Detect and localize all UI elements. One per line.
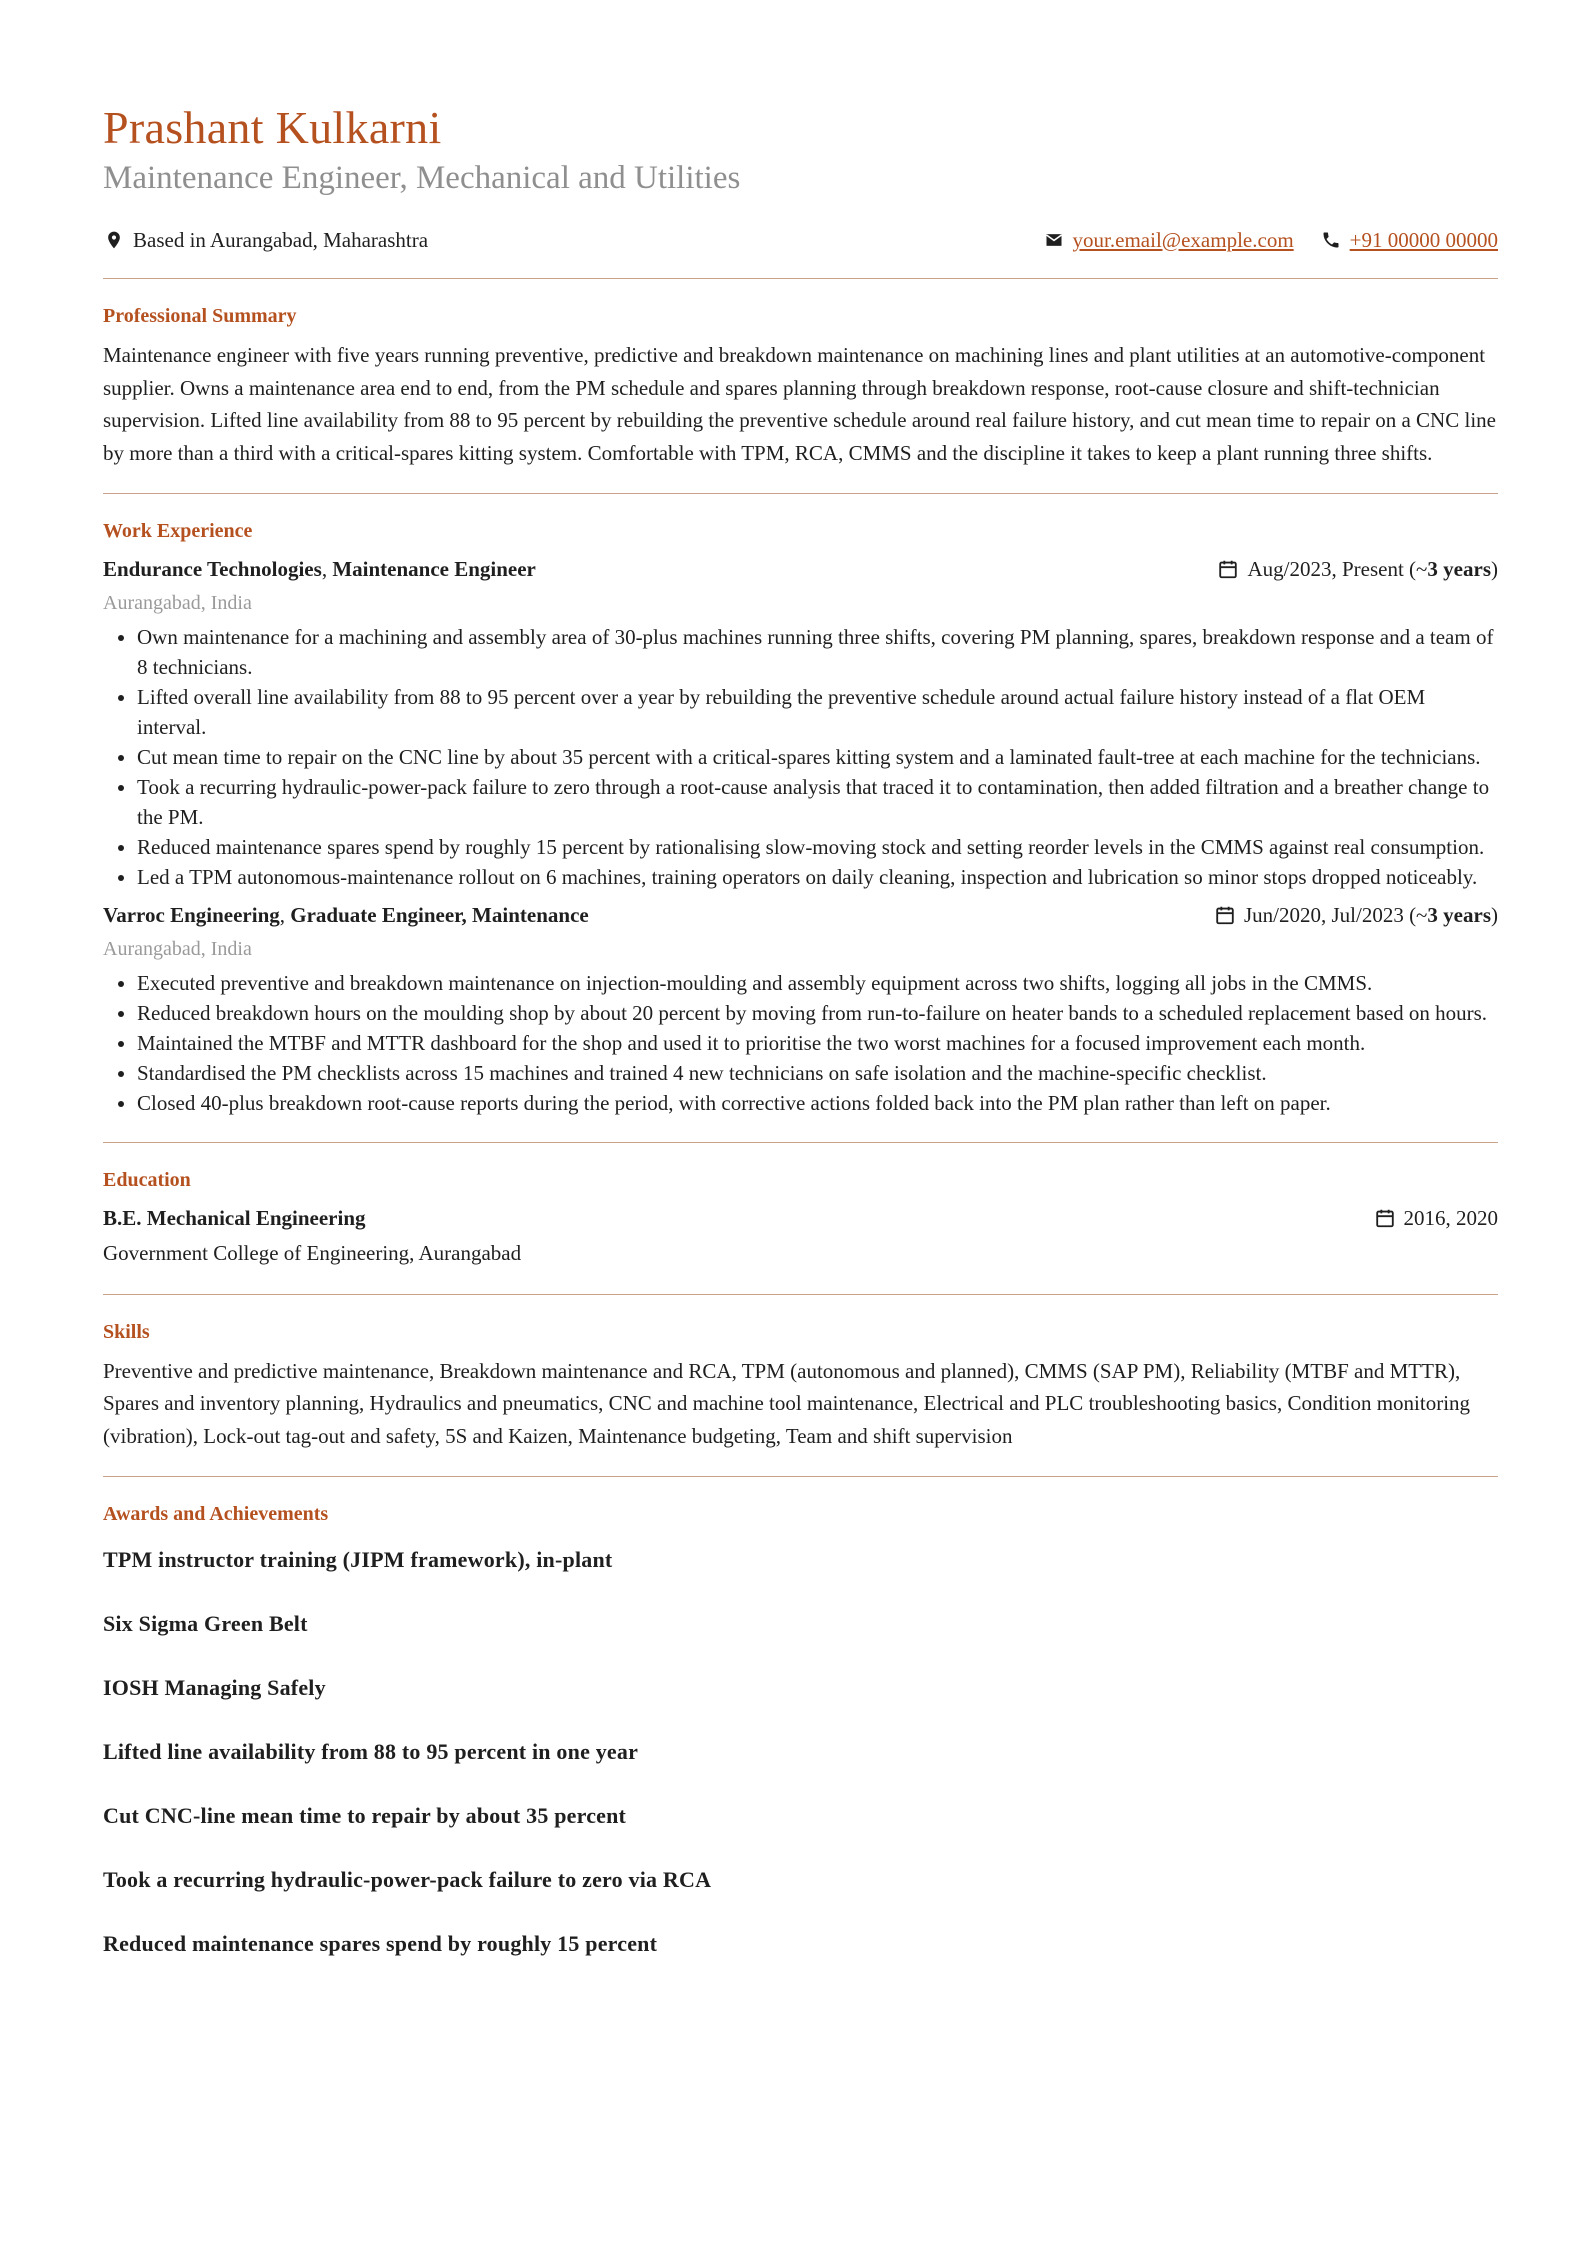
list-item: • Lifted overall line availability from 88 to 95 percent over a year by rebuilding the preventive schedule around actual failure history instead of a flat OEM interval. [137, 682, 1498, 742]
award-item: IOSH Managing Safely [103, 1675, 326, 1700]
section-heading: Professional Summary [103, 305, 297, 327]
job-role: Maintenance Engineer [332, 557, 536, 581]
job-entry [103, 900, 1498, 1118]
job-entry [103, 554, 1498, 892]
job-role: Graduate Engineer, Maintenance [290, 903, 589, 927]
award-item: Reduced maintenance spares spend by roughly 15 percent [103, 1931, 658, 1956]
contact-row [103, 226, 1498, 254]
list-item: • Cut mean time to repair on the CNC line by about 35 percent with a critical-spares kitting system and a laminated fault-tree at each machine for the technicians. [137, 742, 1498, 772]
list-item: • Led a TPM autonomous-maintenance rollout on 6 machines, training operators on daily cleaning, inspection and lubrication so minor stops dropped noticeably. [137, 862, 1498, 892]
section-heading: Education [103, 1169, 191, 1191]
list-item: • Took a recurring hydraulic-power-pack failure to zero through a root-cause analysis that traced it to contamination, then added filtration and a breather change to the PM. [137, 772, 1498, 832]
calendar-icon [1214, 904, 1236, 926]
award-item: TPM instructor training (JIPM framework), in-plant [103, 1547, 613, 1572]
section-heading: Awards and Achievements [103, 1503, 329, 1525]
education-header [103, 1203, 1498, 1233]
divider [103, 1294, 1498, 1295]
job-dates [1217, 554, 1498, 584]
contact-links [1017, 228, 1498, 253]
list-item: • Standardised the PM checklists across 15 machines and trained 4 new technicians on safe isolation and the machine-specific checklist. [137, 1058, 1498, 1088]
job-title: Varroc Engineering, Graduate Engineer, Maintenance [103, 903, 589, 927]
phone-link[interactable]: +91 00000 00000 [1349, 227, 1498, 252]
divider [103, 1142, 1498, 1143]
skills-section [103, 1319, 1498, 1453]
email-link[interactable]: your.email@example.com [1072, 227, 1294, 252]
calendar-icon [1374, 1207, 1396, 1229]
education-section [103, 1167, 1498, 1270]
divider [103, 278, 1498, 279]
job-bullets [103, 968, 1498, 1118]
divider [103, 493, 1498, 494]
resume-page [103, 100, 1498, 1959]
company-name: Endurance Technologies [103, 557, 322, 581]
award-item: Took a recurring hydraulic-power-pack failure to zero via RCA [103, 1867, 712, 1892]
list-item: • Reduced maintenance spares spend by roughly 15 percent by rationalising slow-moving stock and setting reorder levels in the CMMS against real consumption. [137, 832, 1498, 862]
email-icon [1043, 229, 1065, 251]
company-name: Varroc Engineering [103, 903, 280, 927]
date-range: Aug/2023, Present (~ [1247, 557, 1428, 581]
duration: 3 years [1427, 557, 1491, 581]
email-block [1043, 228, 1294, 253]
job-dates [1214, 900, 1498, 930]
job-location: Aurangabad, India [103, 592, 252, 614]
section-heading: Skills [103, 1320, 150, 1343]
job-location: Aurangabad, India [103, 938, 252, 960]
candidate-name: Prashant Kulkarni [103, 102, 442, 153]
education-dates [1374, 1203, 1499, 1233]
phone-block [1320, 228, 1498, 253]
location-block [103, 228, 428, 253]
list-item: • Own maintenance for a machining and assembly area of 30-plus machines running three shifts, covering PM planning, spares, breakdown response and a team of 8 technicians. [137, 622, 1498, 682]
award-item: Six Sigma Green Belt [103, 1611, 308, 1636]
location-pin-icon [103, 229, 125, 251]
job-header [103, 554, 1498, 584]
award-item: Cut CNC-line mean time to repair by about 35 percent [103, 1803, 627, 1828]
duration: 3 years [1427, 903, 1491, 927]
summary-text: Maintenance engineer with five years running preventive, predictive and breakdown maintenance on machining lines and plant utilities at an automotive-component supplier. Owns a maintenance area end to end, from the PM schedule and spares planning through breakdown response, root-cause closure and shift-technician supervision. Lifted line availability from 88 to 95 percent by rebuilding the preventive schedule around real failure history, and cut mean time to repair on a CNC line by more than a third with a critical-spares kitting system. Comfortable with TPM, RCA, CMMS and the discipline it takes to keep a plant running three shifts. [103, 343, 1496, 465]
divider [103, 1476, 1498, 1477]
school-name: Government College of Engineering, Aurangabad [103, 1241, 522, 1265]
date-range: Jun/2020, Jul/2023 (~ [1243, 903, 1428, 927]
list-item: • Maintained the MTBF and MTTR dashboard for the shop and used it to prioritise the two worst machines for a focused improvement each month. [137, 1028, 1498, 1058]
date-range: 2016, 2020 [1403, 1206, 1498, 1230]
summary-section [103, 303, 1498, 469]
job-title: Endurance Technologies, Maintenance Engineer [103, 557, 536, 581]
awards-section [103, 1501, 1498, 1959]
phone-icon [1320, 229, 1342, 251]
award-item: Lifted line availability from 88 to 95 percent in one year [103, 1739, 639, 1764]
calendar-icon [1217, 558, 1239, 580]
candidate-title: Maintenance Engineer, Mechanical and Utilities [103, 160, 741, 196]
list-item: • Closed 40-plus breakdown root-cause reports during the period, with corrective actions folded back into the PM plan rather than left on paper. [137, 1088, 1498, 1118]
list-item: • Reduced breakdown hours on the moulding shop by about 20 percent by moving from run-to-failure on heater bands to a scheduled replacement based on hours. [137, 998, 1498, 1028]
job-header [103, 900, 1498, 930]
job-bullets [103, 622, 1498, 892]
date-close: ) [1491, 903, 1498, 927]
date-close: ) [1491, 557, 1498, 581]
degree: B.E. Mechanical Engineering [103, 1206, 366, 1230]
list-item: • Executed preventive and breakdown maintenance on injection-moulding and assembly equipment across two shifts, logging all jobs in the CMMS. [137, 968, 1498, 998]
skills-text: Preventive and predictive maintenance, Breakdown maintenance and RCA, TPM (autonomous and planned), CMMS (SAP PM), Reliability (MTBF and MTTR), Spares and inventory planning, Hydraulics and pneumatics, CNC and machine tool maintenance, Electrical and PLC troubleshooting basics, Condition monitoring (vibration), Lock-out tag-out and safety, 5S and Kaizen, Maintenance budgeting, Team and shift supervision [103, 1358, 1471, 1448]
section-heading: Work Experience [103, 520, 253, 542]
location-text: Based in Aurangabad, Maharashtra [133, 227, 429, 252]
experience-section [103, 518, 1498, 1118]
